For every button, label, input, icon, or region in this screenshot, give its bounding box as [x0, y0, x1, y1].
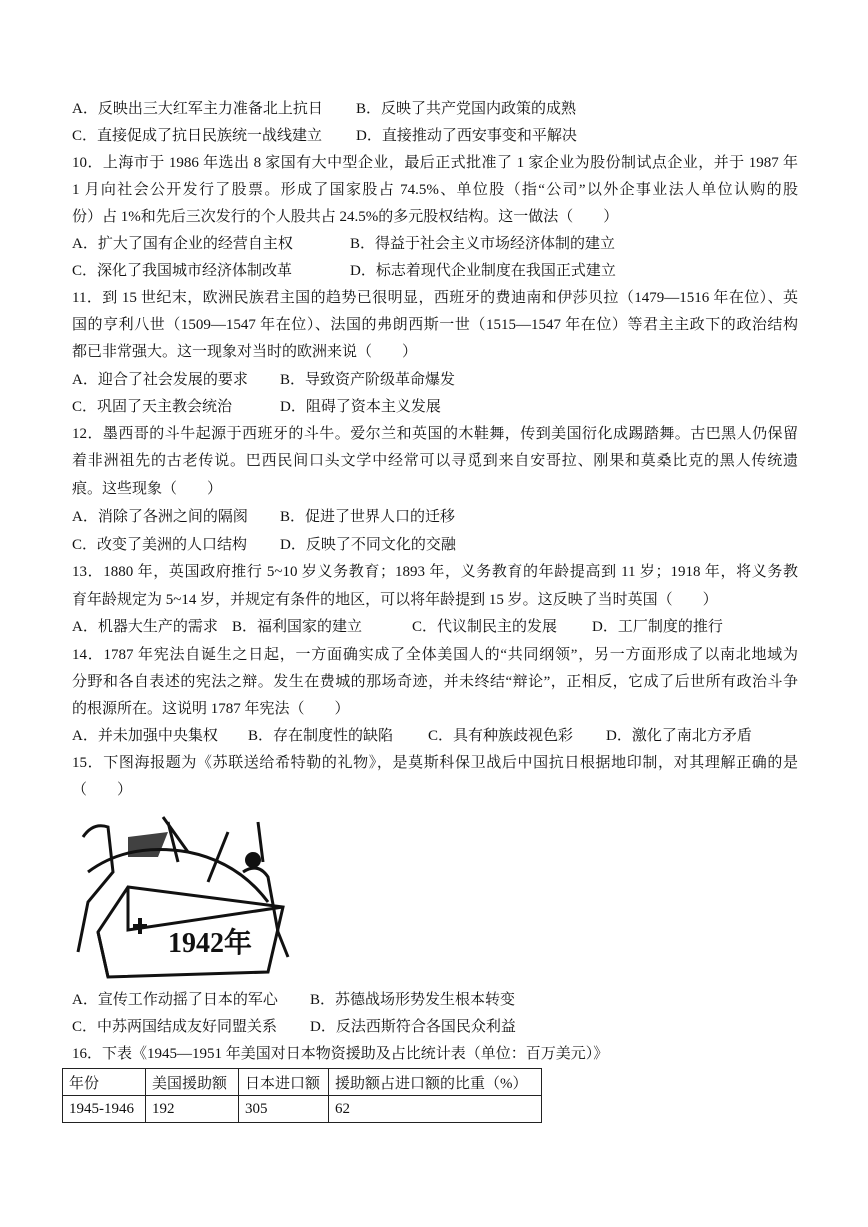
q13-stem-line: 13．1880 年，英国政府推行 5~10 岁义务教育；1893 年，义务教育的年龄提高到 11 岁；1918 年，将义务教 [72, 564, 798, 580]
q16-stem: 16．下表《1945—1951 年美国对日本物资援助及占比统计表（单位：百万美元）》 [72, 1046, 609, 1062]
q11-option-d: D．阻碍了资本主义发展 [280, 399, 441, 415]
table-cell: 1945-1946 [63, 1096, 146, 1123]
poster-image [68, 812, 294, 980]
q10-option-c: C．深化了我国城市经济体制改革 [72, 263, 293, 279]
q10-option-a: A．扩大了国有企业的经营自主权 [72, 236, 293, 252]
q12-stem-line: 痕。这些现象（ ） [72, 481, 223, 497]
q12-option-b: B．促进了世界人口的迁移 [280, 509, 456, 525]
q12-option-d: D．反映了不同文化的交融 [280, 537, 456, 553]
q15-option-d: D．反法西斯符合各国民众利益 [310, 1019, 516, 1035]
q9-option-a: A．反映出三大红军主力准备北上抗日 [72, 101, 323, 117]
q12-option-c: C．改变了美洲的人口结构 [72, 537, 248, 553]
q14-option-c: C．具有种族歧视色彩 [428, 728, 574, 744]
table-header: 美国援助额 [146, 1069, 239, 1096]
q11-option-a: A．迎合了社会发展的要求 [72, 372, 248, 388]
q15-stem-line: （ ） [72, 782, 133, 798]
q14-option-b: B．存在制度性的缺陷 [248, 728, 394, 744]
q10-stem-line: 份）占 1%和先后三次发行的个人股共占 24.5%的多元股权结构。这一做法（ ） [72, 209, 619, 225]
q10-option-d: D．标志着现代企业制度在我国正式建立 [350, 263, 616, 279]
q15-stem-line: 15．下图海报题为《苏联送给希特勒的礼物》，是莫斯科保卫战后中国抗日根据地印制，对其理解正确的是 [72, 755, 798, 771]
q9-option-d: D．直接推动了西安事变和平解决 [356, 128, 577, 144]
q13-option-b: B．福利国家的建立 [232, 619, 363, 635]
q13-option-c: C．代议制民主的发展 [412, 619, 558, 635]
q10-stem-line: 10．上海市于 1986 年选出 8 家国有大中型企业，最后正式批准了 1 家企业为股份制试点企业，并于 1987 年 [72, 155, 798, 171]
q9-option-b: B．反映了共产党国内政策的成熟 [356, 101, 577, 117]
table-header: 年份 [63, 1069, 146, 1096]
q11-stem-line: 11．到 15 世纪末，欧洲民族君主国的趋势已很明显，西班牙的费迪南和伊莎贝拉（1479—1516 年在位）、英 [72, 290, 798, 306]
q12-stem-line: 12．墨西哥的斗牛起源于西班牙的斗牛。爱尔兰和英国的木鞋舞，传到美国衍化成踢踏舞。古巴黑人仍保留 [72, 426, 798, 442]
q13-option-d: D．工厂制度的推行 [592, 619, 723, 635]
q12-option-a: A．消除了各洲之间的隔阂 [72, 509, 248, 525]
q12-stem-line: 着非洲祖先的古老传说。巴西民间口头文学中经常可以寻觅到来自安哥拉、刚果和莫桑比克的黑人传统遗 [72, 453, 798, 469]
q10-option-b: B．得益于社会主义市场经济体制的建立 [350, 236, 616, 252]
q11-option-c: C．巩固了天主教会统治 [72, 399, 233, 415]
table-row [63, 1096, 542, 1123]
q11-option-b: B．导致资产阶级革命爆发 [280, 372, 456, 388]
table-cell: 62 [329, 1096, 542, 1123]
q14-stem-line: 分野和各自表述的宪法之辩。发生在费城的那场奇迹，并未终结“辩论”，正相反，它成了后世所有政治斗争 [72, 674, 798, 690]
q14-option-a: A．并未加强中央集权 [72, 728, 218, 744]
table-header: 援助额占进口额的比重（%） [329, 1069, 542, 1096]
table-cell: 305 [239, 1096, 329, 1123]
q11-stem-line: 都已非常强大。这一现象对当时的欧洲来说（ ） [72, 344, 418, 360]
q10-stem-line: 1 月向社会公开发行了股票。形成了国家股占 74.5%、单位股（指“公司”以外企事业法人单位认购的股 [72, 182, 798, 198]
table-header-row [63, 1069, 542, 1096]
q15-option-b: B．苏德战场形势发生根本转变 [310, 992, 516, 1008]
table-cell: 192 [146, 1096, 239, 1123]
q14-stem-line: 的根源所在。这说明 1787 年宪法（ ） [72, 701, 350, 717]
table-header: 日本进口额 [239, 1069, 329, 1096]
aid-table [62, 1068, 542, 1123]
q15-option-a: A．宣传工作动摇了日本的军心 [72, 992, 278, 1008]
q15-option-c: C．中苏两国结成友好同盟关系 [72, 1019, 278, 1035]
q11-stem-line: 国的亨利八世（1509—1547 年在位）、法国的弗朗西斯一世（1515—1547 年在位）等君主主政下的政治结构 [72, 317, 798, 333]
poster-year-text: 1942年 [168, 928, 253, 959]
q13-option-a: A．机器大生产的需求 [72, 619, 218, 635]
q14-stem-line: 14．1787 年宪法自诞生之日起，一方面确实成了全体美国人的“共同纲领”，另一方面形成了以南北地域为 [72, 647, 798, 663]
q14-option-d: D．激化了南北方矛盾 [606, 728, 752, 744]
q13-stem-line: 育年龄规定为 5~14 岁，并规定有条件的地区，可以将年龄提到 15 岁。这反映了当时英国（ ） [72, 592, 718, 608]
q9-option-c: C．直接促成了抗日民族统一战线建立 [72, 128, 323, 144]
